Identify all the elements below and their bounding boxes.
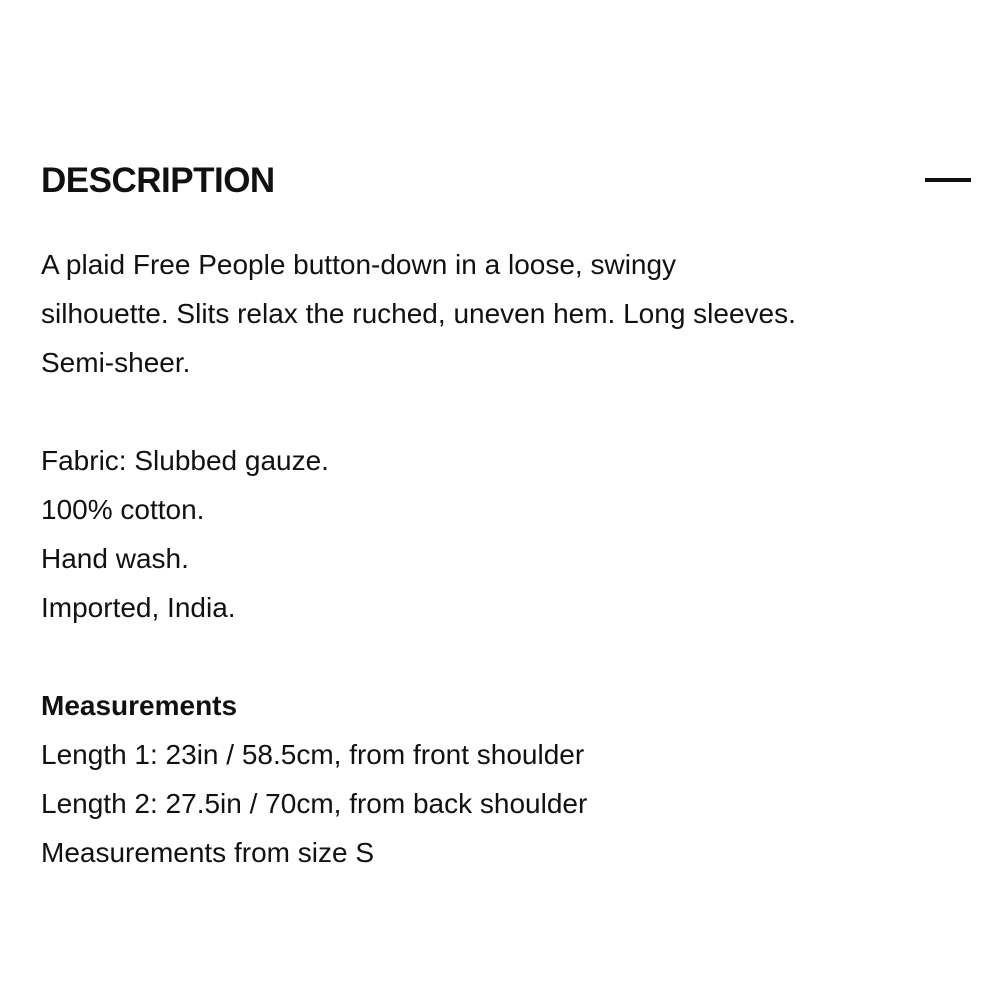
divider-space (41, 387, 961, 436)
measurement-length-2: Length 2: 27.5in / 70cm, from back shoulder (41, 788, 588, 819)
detail-fabric: Fabric: Slubbed gauze. (41, 445, 329, 476)
section-title: DESCRIPTION (41, 160, 275, 200)
description-line: silhouette. Slits relax the ruched, uneven hem. Long sleeves. (41, 298, 796, 329)
measurements-heading: Measurements (41, 690, 238, 721)
detail-origin: Imported, India. (41, 592, 236, 623)
measurement-length-1: Length 1: 23in / 58.5cm, from front shoulder (41, 739, 585, 770)
description-line: A plaid Free People button-down in a loose, swingy (41, 249, 677, 280)
detail-care: Hand wash. (41, 543, 189, 574)
description-line: Semi-sheer. (41, 347, 191, 378)
description-body (41, 210, 961, 877)
measurement-size-note: Measurements from size S (41, 837, 374, 868)
detail-material: 100% cotton. (41, 494, 205, 525)
description-accordion (41, 150, 961, 877)
divider-space (41, 632, 961, 681)
minus-icon[interactable] (925, 160, 971, 200)
description-accordion-header[interactable] (41, 150, 961, 210)
